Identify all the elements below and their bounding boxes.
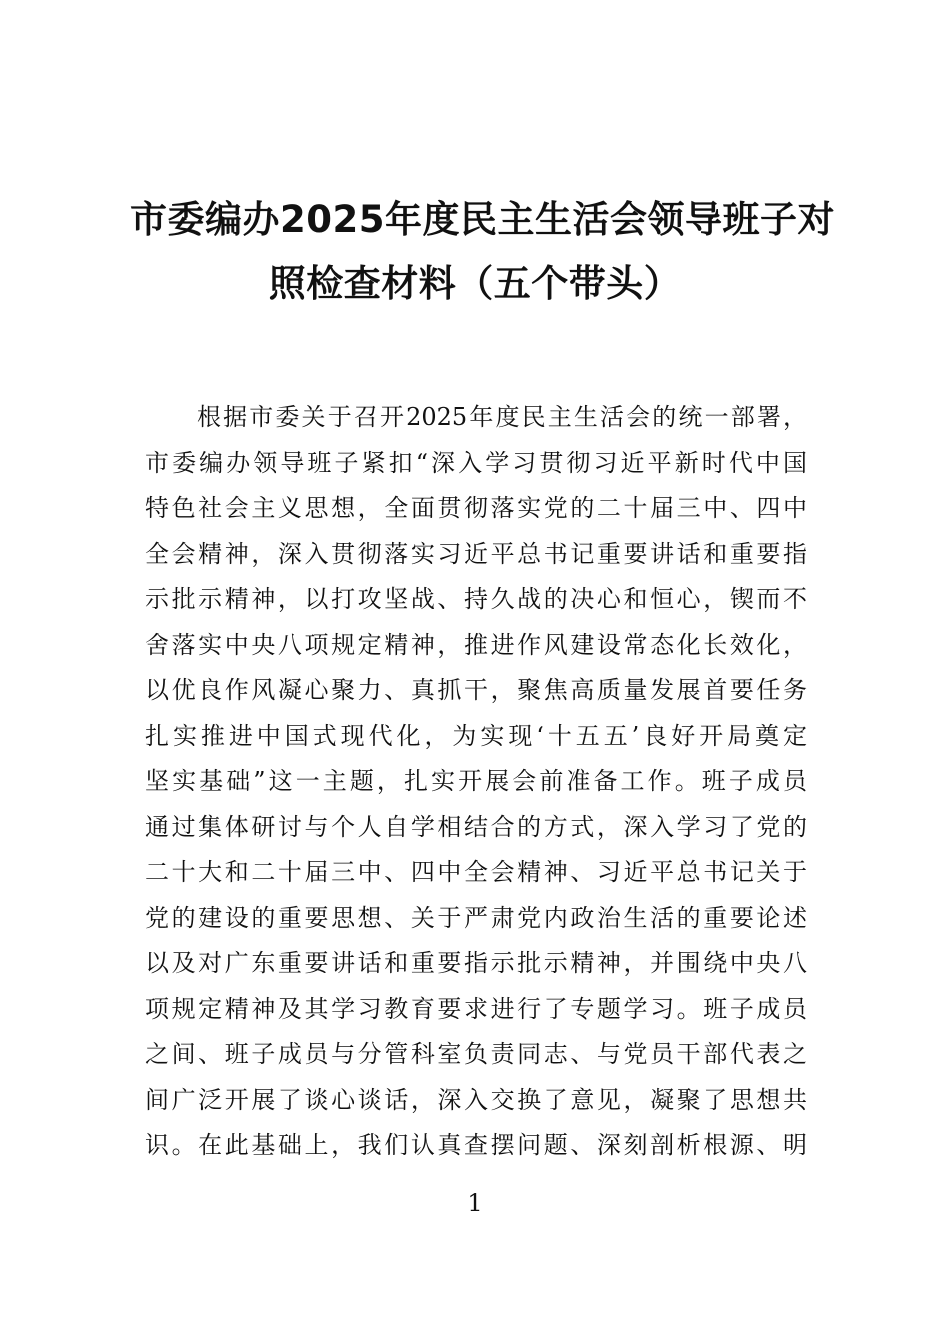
paragraph-line: 项规定精神及其学习教育要求进行了专题学习。班子成员	[145, 994, 807, 1023]
paragraph-line: 通过集体研讨与个人自学相结合的方式，深入学习了党的	[145, 812, 807, 841]
paragraph-line: 以优良作风凝心聚力、真抓干，聚焦高质量发展首要任务	[145, 676, 807, 704]
title-line-1: 市委编办2025年度民主生活会领导班子对	[130, 198, 835, 241]
page-number: 1	[467, 1189, 483, 1217]
paragraph-line: 市委编办领导班子紧扣“深入学习贯彻习近平新时代中国	[145, 448, 807, 477]
title-line-2: 照检查材料（五个带头）	[268, 262, 682, 305]
paragraph-line: 示批示精神，以打攻坚战、持久战的决心和恒心，锲而不	[145, 585, 807, 613]
paragraph-line: 特色社会主义思想，全面贯彻落实党的二十届三中、四中	[145, 494, 807, 522]
paragraph-line: 党的建设的重要思想、关于严肃党内政治生活的重要论述	[145, 903, 807, 932]
paragraph-line: 二十大和二十届三中、四中全会精神、习近平总书记关于	[145, 858, 807, 886]
paragraph-line: 之间、班子成员与分管科室负责同志、与党员干部代表之	[145, 1040, 807, 1068]
paragraph-line: 识。在此基础上，我们认真查摆问题、深刻剖析根源、明	[145, 1131, 807, 1159]
paragraph-line: 扎实推进中国式现代化，为实现‘十五五’良好开局奠定	[145, 721, 807, 750]
body-paragraph	[145, 395, 807, 1169]
paragraph-line: 舍落实中央八项规定精神，推进作风建设常态化长效化，	[145, 630, 807, 659]
document-title	[130, 188, 835, 316]
paragraph-line: 以及对广东重要讲话和重要指示批示精神，并围绕中央八	[145, 949, 807, 977]
paragraph-line: 间广泛开展了谈心谈话，深入交换了意见，凝聚了思想共	[145, 1085, 807, 1114]
paragraph-line: 坚实基础”这一主题，扎实开展会前准备工作。班子成员	[145, 767, 807, 795]
paragraph-line: 全会精神，深入贯彻落实习近平总书记重要讲话和重要指	[145, 539, 807, 568]
paragraph-line: 根据市委关于召开2025年度民主生活会的统一部署，	[197, 403, 807, 431]
